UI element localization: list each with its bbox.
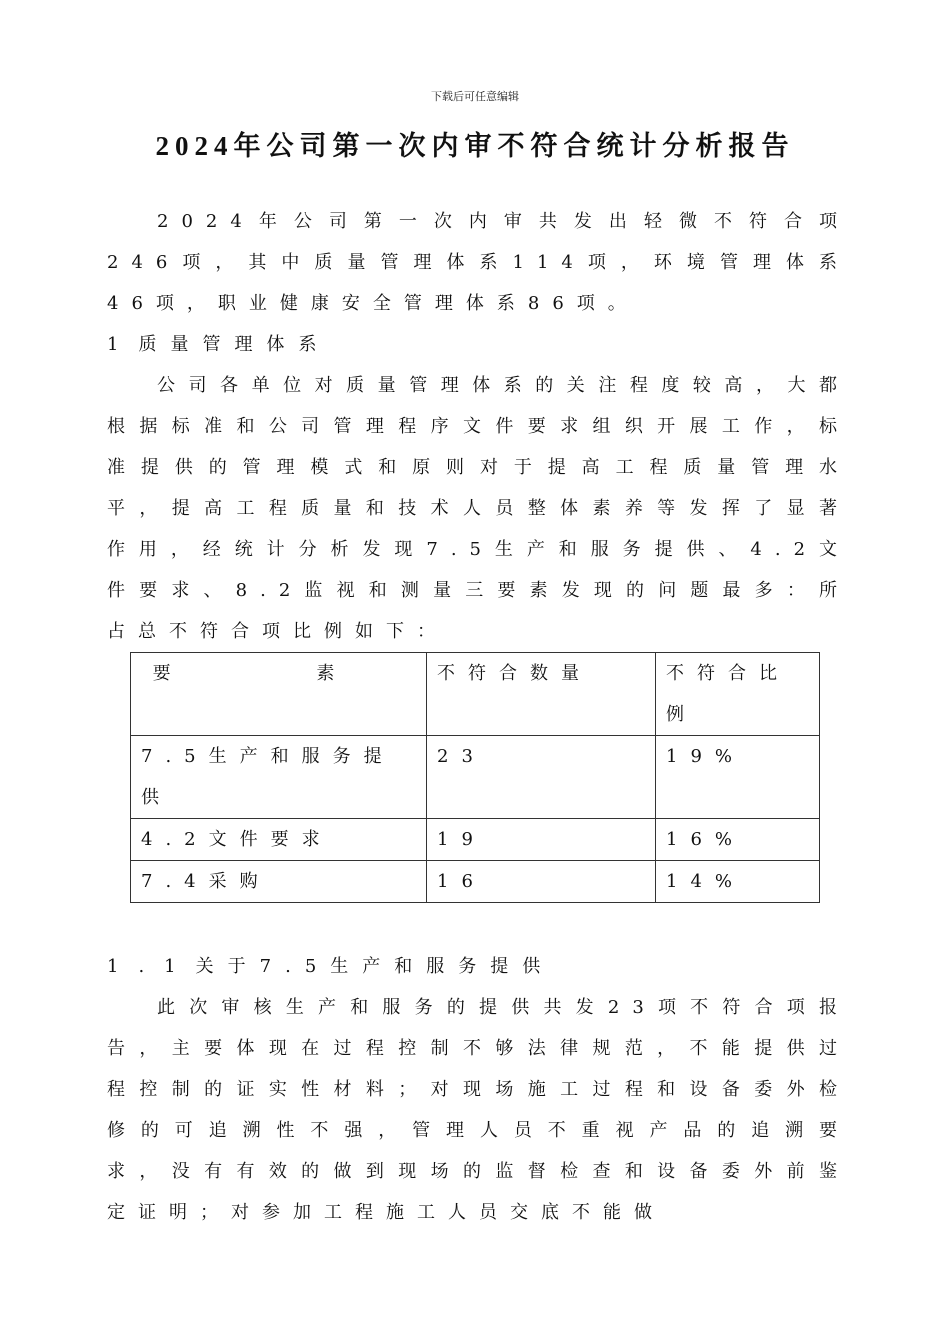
- section-1-1-title: 关于7.5生产和服务提供: [195, 956, 555, 977]
- document-body: [107, 201, 850, 1233]
- table-cell-ratio: 16%: [656, 819, 820, 861]
- section-1-1-paragraph: 此次审核生产和服务的提供共发23项不符合项报告，主要体现在过程控制不够法律规范，不能提供过程控制的证实性材料；对现场施工过程和设备委外检修的可追溯性不强，管理人员不重视产品的追溯要求，没有有效的做到现场的监督检查和设备委外前鉴定证明；对参加工程施工人员交底不能做: [107, 997, 850, 1223]
- table-header-row: [131, 653, 820, 736]
- table-cell-count: 16: [427, 861, 656, 903]
- table-cell-ratio: 14%: [656, 861, 820, 903]
- table-cell-element: 7.5生产和服务提供: [131, 736, 427, 819]
- section-1-paragraph: 公司各单位对质量管理体系的关注程度较高，大都根据标准和公司管理程序文件要求组织开展工作，标准提供的管理模式和原则对于提高工程质量管理水平，提高工程质量和技术人员整体素养等发挥了显著作用，经统计分析发现7.5生产和服务提供、4.2文件要求、8.2监视和测量三要素发现的问题最多：所占总不符合项比例如下：: [107, 375, 850, 642]
- table-cell-count: 19: [427, 819, 656, 861]
- page-header-note: 下载后可任意编辑: [431, 90, 519, 103]
- section-1-title: 质量管理体系: [138, 334, 331, 355]
- table-cell-element: 7.4采购: [131, 861, 427, 903]
- table-row: [131, 819, 820, 861]
- spacer: [107, 903, 850, 946]
- nonconformity-table: [130, 652, 820, 903]
- section-1-1-number: 1.1: [107, 956, 196, 977]
- document-title: 2024年公司第一次内审不符合统计分析报告: [155, 131, 795, 161]
- table-cell-ratio: 19%: [656, 736, 820, 819]
- section-1-1-heading: [107, 946, 850, 987]
- intro-paragraph: 2024年公司第一次内审共发出轻微不符合项246项，其中质量管理体系114项，环境管理体系46项，职业健康安全管理体系86项。: [107, 211, 850, 314]
- section-1-heading: [107, 324, 850, 365]
- table-header-element: 要 素: [131, 653, 427, 736]
- table-cell-element: 4.2文件要求: [131, 819, 427, 861]
- table-cell-count: 23: [427, 736, 656, 819]
- table-header-ratio: 不符合比例: [656, 653, 820, 736]
- table-header-count: 不符合数量: [427, 653, 656, 736]
- table-row: [131, 861, 820, 903]
- table-row: [131, 736, 820, 819]
- section-1-number: 1: [107, 334, 139, 355]
